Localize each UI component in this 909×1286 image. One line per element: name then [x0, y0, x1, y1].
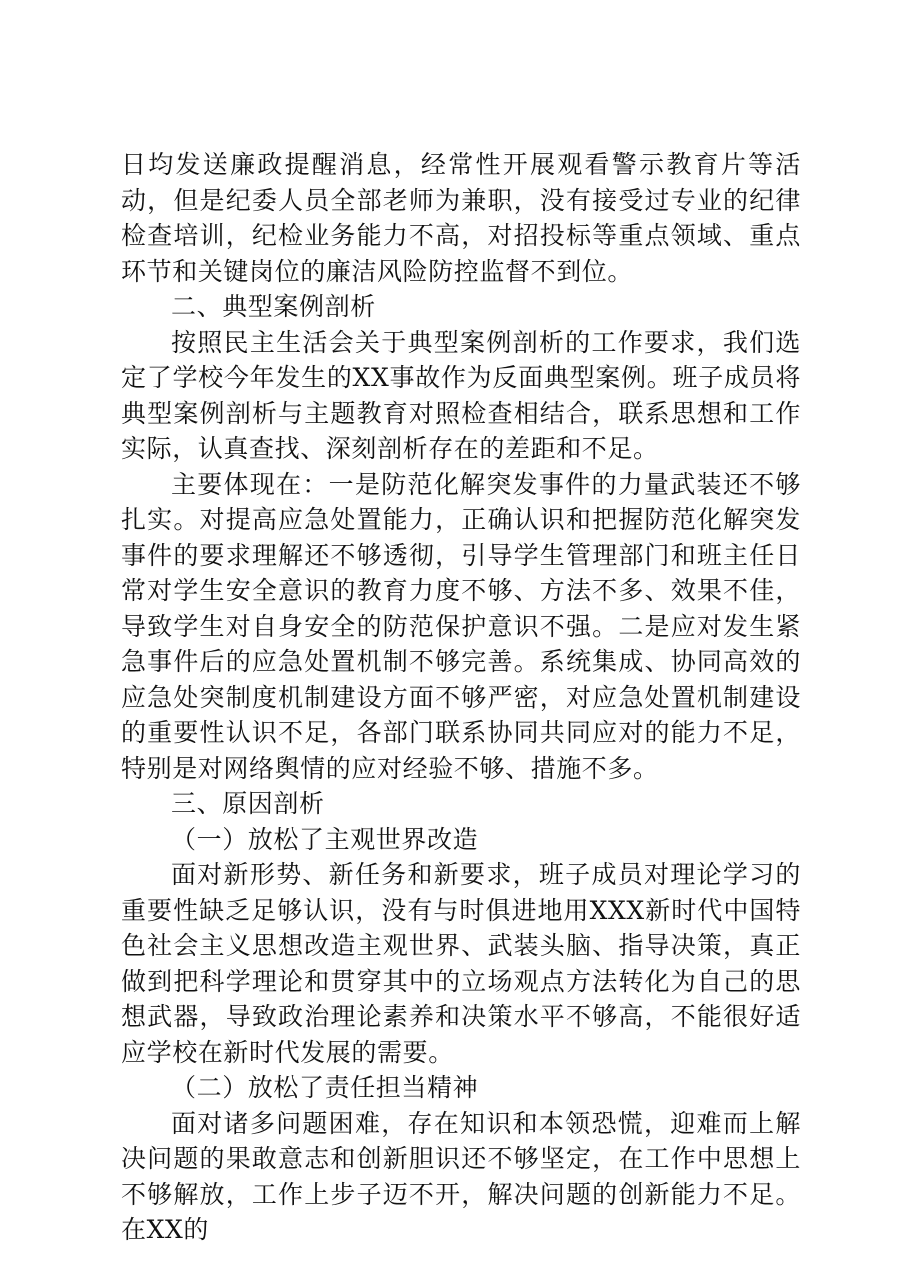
section-heading-cause-analysis: 三、原因剖析 [171, 789, 325, 818]
paragraph-problem-solving: 面对诸多问题困难，存在知识和本领恐慌，迎难而上解决问题的果敢意志和创新胆识还不够坚定，在工作中思想上不够解放，工作上步子迈不开，解决问题的创新能力不足。在XX的 [121, 1108, 801, 1244]
paragraph-case-requirement: 按照民主生活会关于典型案例剖析的工作要求，我们选定了学校今年发生的XX事故作为反面典型案例。班子成员将典型案例剖析与主题教育对照检查相结合，联系思想和工作实际，认真查找、深刻剖析存在的差距和不足。 [121, 327, 801, 463]
paragraph-main-manifestation: 主要体现在：一是防范化解突发事件的力量武装还不够扎实。对提高应急处置能力，正确认识和把握防范化解突发事件的要求理解还不够透彻，引导学生管理部门和班主任日常对学生安全意识的教育力度不够、方法不多、效果不佳，导致学生对自身安全的防范保护意识不强。二是应对发生紧急事件后的应急处置机制不够完善。系统集成、协同高效的应急处突制度机制建设方面不够严密，对应急处置机制建设的重要性认识不足，各部门联系协同共同应对的能力不足，特别是对网络舆情的应对经验不够、措施不多。 [121, 469, 801, 783]
subheading-subjective-world: （一）放松了主观世界改造 [171, 824, 479, 854]
subheading-responsibility: （二）放松了责任担当精神 [171, 1073, 479, 1102]
paragraph-theory-study: 面对新形势、新任务和新要求，班子成员对理论学习的重要性缺乏足够认识，没有与时俱进地用XXX新时代中国特色社会主义思想改造主观世界、武装头脑、指导决策，真正做到把科学理论和贯穿其中的立场观点方法转化为自己的思想武器，导致政治理论素养和决策水平不够高，不能很好适应学校在新时代发展的需要。 [121, 860, 801, 1067]
document-body [121, 147, 801, 1248]
section-heading-typical-case: 二、典型案例剖析 [171, 292, 376, 321]
paragraph-continuation: 日均发送廉政提醒消息，经常性开展观看警示教育片等活动，但是纪委人员全部老师为兼职，没有接受过专业的纪律检查培训，纪检业务能力不高，对招投标等重点领域、重点环节和关键岗位的廉洁风险防控监督不到位。 [121, 150, 801, 286]
